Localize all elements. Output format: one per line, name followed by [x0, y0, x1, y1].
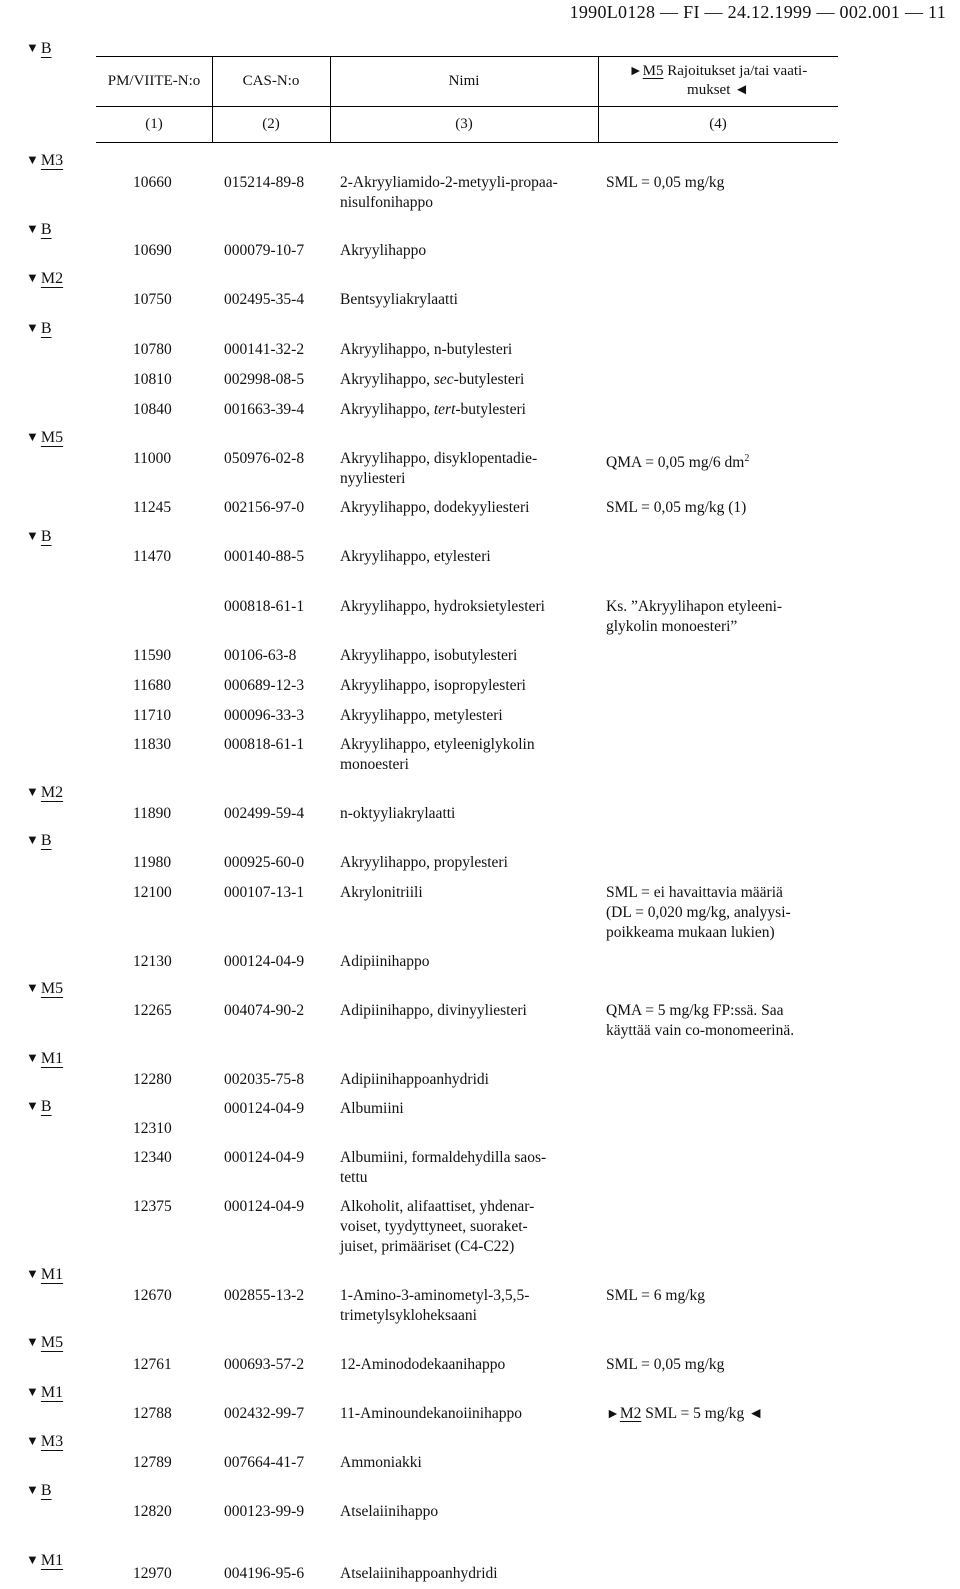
- cas-number: 000818-61-1: [224, 736, 305, 753]
- down-triangle-icon: ▼: [26, 270, 39, 285]
- col-number: (2): [262, 116, 280, 132]
- substance-name: Alkoholit, alifaattiset, yhdenar- voiset, tyydyttyneet, suoraket- juiset, primääriset (C4-C22): [340, 1198, 535, 1255]
- substance-name: Akryylihappo, etyleeniglykolin monoesteri: [340, 736, 535, 773]
- table-top-rule: [96, 56, 838, 57]
- substance-name: Albumiini, formaldehydilla saos- tettu: [340, 1149, 547, 1186]
- amendment-marker: ▼ M1: [26, 1384, 64, 1401]
- cas-number: 002499-59-4: [224, 805, 305, 822]
- cas-number: 002855-13-2: [224, 1287, 305, 1304]
- pm-number: 12761: [133, 1356, 172, 1373]
- substance-name: 1-Amino-3-aminometyl-3,5,5- trimetylsykloheksaani: [340, 1287, 530, 1324]
- pm-number: 10750: [133, 291, 172, 308]
- down-triangle-icon: ▼: [26, 980, 39, 995]
- restriction: SML = 0,05 mg/kg: [606, 174, 725, 191]
- substance-name: 2-Akryyliamido-2-metyyli-propaa- nisulfonihappo: [340, 174, 558, 211]
- substance-name: Akryylihappo, etylesteri: [340, 548, 491, 565]
- restriction: SML = 0,05 mg/kg (1): [606, 499, 747, 516]
- amendment-marker: ▼ M5: [26, 429, 64, 446]
- restriction: SML = ei havaittavia määriä (DL = 0,020 mg/kg, analyysi- poikkeama mukaan lukien): [606, 884, 791, 941]
- cas-number: 000140-88-5: [224, 548, 305, 565]
- page-header: 1990L0128 — FI — 24.12.1999 — 002.001 — 11: [569, 2, 946, 22]
- pm-number: 12100: [133, 884, 172, 901]
- pm-number: 11680: [133, 677, 172, 694]
- col-header-cas: CAS-N:o: [242, 73, 300, 89]
- substance-name: Akryylihappo, isopropylesteri: [340, 677, 526, 694]
- restriction: SML = 0,05 mg/kg: [606, 1356, 725, 1373]
- substance-name: Albumiini: [340, 1100, 404, 1117]
- pm-number: 11000: [133, 450, 172, 467]
- substance-name: Adipiinihappoanhydridi: [340, 1071, 489, 1088]
- substance-name: 11-Aminoundekanoiinihappo: [340, 1405, 522, 1422]
- substance-name: Adipiinihappo: [340, 953, 430, 970]
- pm-number: 10840: [133, 401, 172, 418]
- substance-name: Atselaiinihappo: [340, 1503, 439, 1520]
- substance-name: Akryylihappo, sec-butylesteri: [340, 371, 525, 388]
- pm-number: 11890: [133, 805, 172, 822]
- col-number: (4): [709, 116, 727, 132]
- substance-name: Akryylihappo: [340, 242, 427, 259]
- cas-number: 007664-41-7: [224, 1454, 305, 1471]
- substance-name: Akryylihappo, dodekyyliesteri: [340, 499, 530, 516]
- pm-number: 11980: [133, 854, 172, 871]
- cas-number: 000079-10-7: [224, 242, 305, 259]
- substance-name: Akryylihappo, metylesteri: [340, 707, 503, 724]
- down-triangle-icon: ▼: [26, 320, 39, 335]
- col-number: (1): [145, 116, 163, 132]
- restriction: ►M2 SML = 5 mg/kg ◄: [606, 1405, 764, 1422]
- amendment-marker: ▼ M1: [26, 1266, 64, 1283]
- pm-number: 10690: [133, 242, 172, 259]
- pm-number: 12788: [133, 1405, 172, 1422]
- restriction: QMA = 0,05 mg/6 $dm^2$: [606, 453, 750, 471]
- amendment-marker: ▼ M3: [26, 152, 64, 169]
- amendment-marker: ▼ B: [26, 40, 52, 57]
- restriction: SML = 6 mg/kg: [606, 1287, 706, 1304]
- substance-name: n-oktyyliakrylaatti: [340, 805, 456, 822]
- down-triangle-icon: ▼: [26, 1334, 39, 1349]
- cas-number: 002998-08-5: [224, 371, 305, 388]
- pm-number: 11590: [133, 647, 172, 664]
- down-triangle-icon: ▼: [26, 1552, 39, 1567]
- cas-number: 000107-13-1: [224, 884, 305, 901]
- substance-name: Akryylihappo, hydroksietylesteri: [340, 598, 545, 615]
- cas-number: 000124-04-9: [224, 953, 305, 970]
- col-header-restrictions: ►M5 Rajoitukset ja/tai vaati- mukset ◄: [628, 63, 808, 98]
- cas-number: 004074-90-2: [224, 1002, 305, 1019]
- down-triangle-icon: ▼: [26, 1433, 39, 1448]
- pm-number: 11245: [133, 499, 172, 516]
- cas-number: 000693-57-2: [224, 1356, 305, 1373]
- cas-number: 001663-39-4: [224, 401, 305, 418]
- amendment-marker: ▼ M1: [26, 1050, 64, 1067]
- amendment-marker: ▼ B: [26, 221, 52, 238]
- col-number: (3): [455, 116, 473, 132]
- pm-number: 10810: [133, 371, 172, 388]
- down-triangle-icon: ▼: [26, 832, 39, 847]
- pm-number: 12130: [133, 953, 172, 970]
- substance-name: Akryylihappo, n-butylesteri: [340, 341, 513, 358]
- cas-number: 004196-95-6: [224, 1565, 305, 1582]
- amendment-marker: ▼ B: [26, 832, 52, 849]
- restriction: QMA = 5 mg/kg FP:ssä. Saa käyttää vain co-monomeerinä.: [606, 1002, 795, 1039]
- cas-number: 002156-97-0: [224, 499, 305, 516]
- cas-number: 015214-89-8: [224, 174, 305, 191]
- amendment-marker: ▼ M2: [26, 270, 64, 287]
- substance-name: Akrylonitriili: [340, 884, 423, 901]
- amendment-marker: ▼ M1: [26, 1552, 64, 1569]
- down-triangle-icon: ▼: [26, 152, 39, 167]
- down-triangle-icon: ▼: [26, 528, 39, 543]
- cas-number: 000141-32-2: [224, 341, 305, 358]
- down-triangle-icon: ▼: [26, 1384, 39, 1399]
- amendment-marker: ▼ B: [26, 1098, 52, 1115]
- pm-number: 12265: [133, 1002, 172, 1019]
- down-triangle-icon: ▼: [26, 1482, 39, 1497]
- substance-name: Akryylihappo, propylesteri: [340, 854, 508, 871]
- pm-number: 11470: [133, 548, 172, 565]
- cas-number: 002035-75-8: [224, 1071, 305, 1088]
- pm-number: 10660: [133, 174, 172, 191]
- cas-number: 000925-60-0: [224, 854, 305, 871]
- cas-number: 000124-04-9: [224, 1149, 305, 1166]
- pm-number: 12670: [133, 1287, 172, 1304]
- table-header-rule: [96, 106, 838, 107]
- down-triangle-icon: ▼: [26, 784, 39, 799]
- substance-name: Akryylihappo, tert-butylesteri: [340, 401, 526, 418]
- restriction: Ks. ”Akryylihapon etyleeni- glykolin monoesteri”: [606, 598, 783, 635]
- amendment-marker: ▼ M5: [26, 1334, 64, 1351]
- cas-number: 00106-63-8: [224, 647, 297, 664]
- amendment-marker: ▼ M2: [26, 784, 64, 801]
- substance-name: Akryylihappo, isobutylesteri: [340, 647, 518, 664]
- col-header-pm: PM/VIITE-N:o: [107, 73, 201, 89]
- cas-number: 000096-33-3: [224, 707, 305, 724]
- cas-number: 000818-61-1: [224, 598, 305, 615]
- amendment-marker: ▼ B: [26, 1482, 52, 1499]
- col-header-name: Nimi: [448, 73, 480, 89]
- pm-number: 12820: [133, 1503, 172, 1520]
- pm-number: 12375: [133, 1198, 172, 1215]
- substance-name: Adipiinihappo, divinyyliesteri: [340, 1002, 527, 1019]
- cas-number: 000124-04-9: [224, 1100, 305, 1117]
- cas-number: 002432-99-7: [224, 1405, 305, 1422]
- pm-number: 11830: [133, 736, 172, 753]
- pm-number: 12280: [133, 1071, 172, 1088]
- pm-number: 12340: [133, 1149, 172, 1166]
- amendment-marker: ▼ B: [26, 528, 52, 545]
- down-triangle-icon: ▼: [26, 1050, 39, 1065]
- substance-name: 12-Aminododekaanihappo: [340, 1356, 506, 1373]
- substance-name: Bentsyyliakrylaatti: [340, 291, 458, 308]
- down-triangle-icon: ▼: [26, 1098, 39, 1113]
- pm-number: 11710: [133, 707, 172, 724]
- cas-number: 050976-02-8: [224, 450, 305, 467]
- down-triangle-icon: ▼: [26, 429, 39, 444]
- pm-number: 10780: [133, 341, 172, 358]
- cas-number: 000123-99-9: [224, 1503, 305, 1520]
- pm-number: 12789: [133, 1454, 172, 1471]
- amendment-marker: ▼ M5: [26, 980, 64, 997]
- cas-number: 002495-35-4: [224, 291, 305, 308]
- cas-number: 000124-04-9: [224, 1198, 305, 1215]
- substance-name: Atselaiinihappoanhydridi: [340, 1565, 498, 1582]
- pm-number: 12970: [133, 1565, 172, 1582]
- down-triangle-icon: ▼: [26, 40, 39, 55]
- down-triangle-icon: ▼: [26, 1266, 39, 1281]
- substance-name: Ammoniakki: [340, 1454, 422, 1471]
- amendment-marker: ▼ B: [26, 320, 52, 337]
- cas-number: 000689-12-3: [224, 677, 305, 694]
- amendment-marker: ▼ M3: [26, 1433, 64, 1450]
- down-triangle-icon: ▼: [26, 221, 39, 236]
- table-header-bottom-rule: [96, 142, 838, 143]
- pm-number: 12310: [133, 1120, 172, 1137]
- substance-name: Akryylihappo, disyklopentadie- nyyliesteri: [340, 450, 538, 487]
